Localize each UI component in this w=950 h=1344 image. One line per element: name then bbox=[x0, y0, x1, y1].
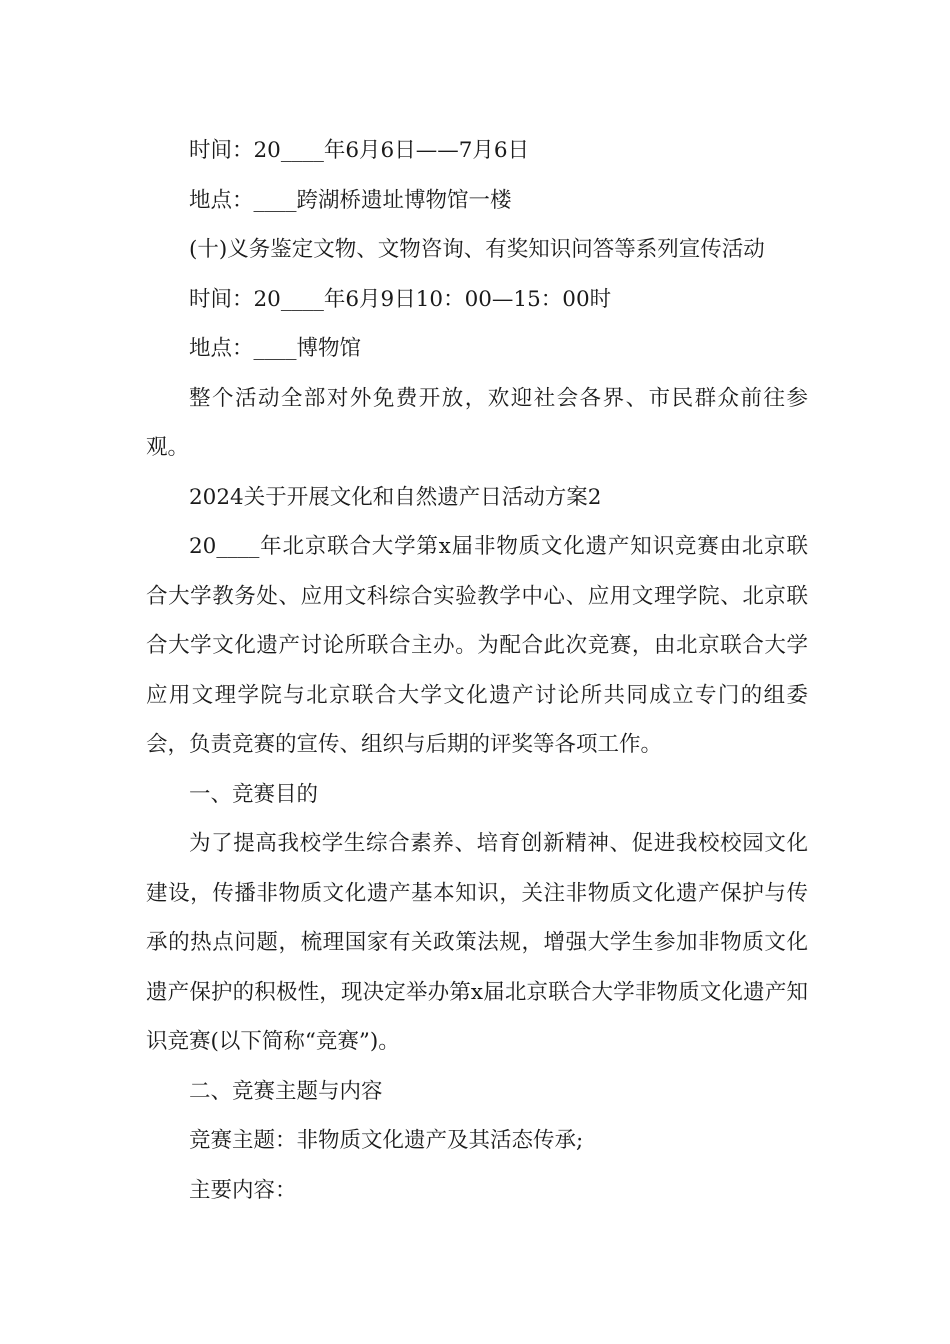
plan-title-2: 2024关于开展文化和自然遗产日活动方案2 bbox=[189, 484, 602, 510]
main-content-label: 主要内容： bbox=[189, 1177, 297, 1203]
time-line-1: 时间：20____年6月6日——7月6日 bbox=[189, 138, 530, 163]
event-heading-10: (十)义务鉴定文物、文物咨询、有奖知识问答等系列宣传活动 bbox=[189, 237, 765, 262]
purpose-paragraph: 为了提高我校学生综合素养、培育创新精神、促进我校校园文化建设，传播非物质文化遗产基本知识，关注非物质文化遗产保护与传承的热点问题，梳理国家有关政策法规，增强大学生参加非物质文化遗产保护的积极性，现决定举办第x届北京联合大学非物质文化遗产知识竞赛(以下简称“竞赛”)。 bbox=[146, 831, 808, 1054]
section-heading-purpose: 一、竞赛目的 bbox=[189, 781, 319, 807]
theme-line: 竞赛主题：非物质文化遗产及其活态传承; bbox=[189, 1128, 584, 1153]
section-heading-theme: 二、竞赛主题与内容 bbox=[189, 1078, 383, 1104]
time-line-2: 时间：20____年6月9日10：00—15：00时 bbox=[189, 286, 612, 312]
location-line-1: 地点：____跨湖桥遗址博物馆一楼 bbox=[189, 187, 512, 213]
location-line-2: 地点：____博物馆 bbox=[189, 336, 362, 361]
competition-intro-paragraph: 20____年北京联合大学第x届非物质文化遗产知识竞赛由北京联合大学教务处、应用文科综合实验教学中心、应用文理学院、北京联合大学文化遗产讨论所联合主办。为配合此次竞赛，由北京联合大学应用文理学院与北京联合大学文化遗产讨论所共同成立专门的组委会，负责竞赛的宣传、组织与后期的评奖等各项工作。 bbox=[146, 534, 808, 757]
free-admission-paragraph: 整个活动全部对外免费开放，欢迎社会各界、市民群众前往参观。 bbox=[146, 385, 808, 460]
document-page bbox=[146, 126, 808, 1215]
